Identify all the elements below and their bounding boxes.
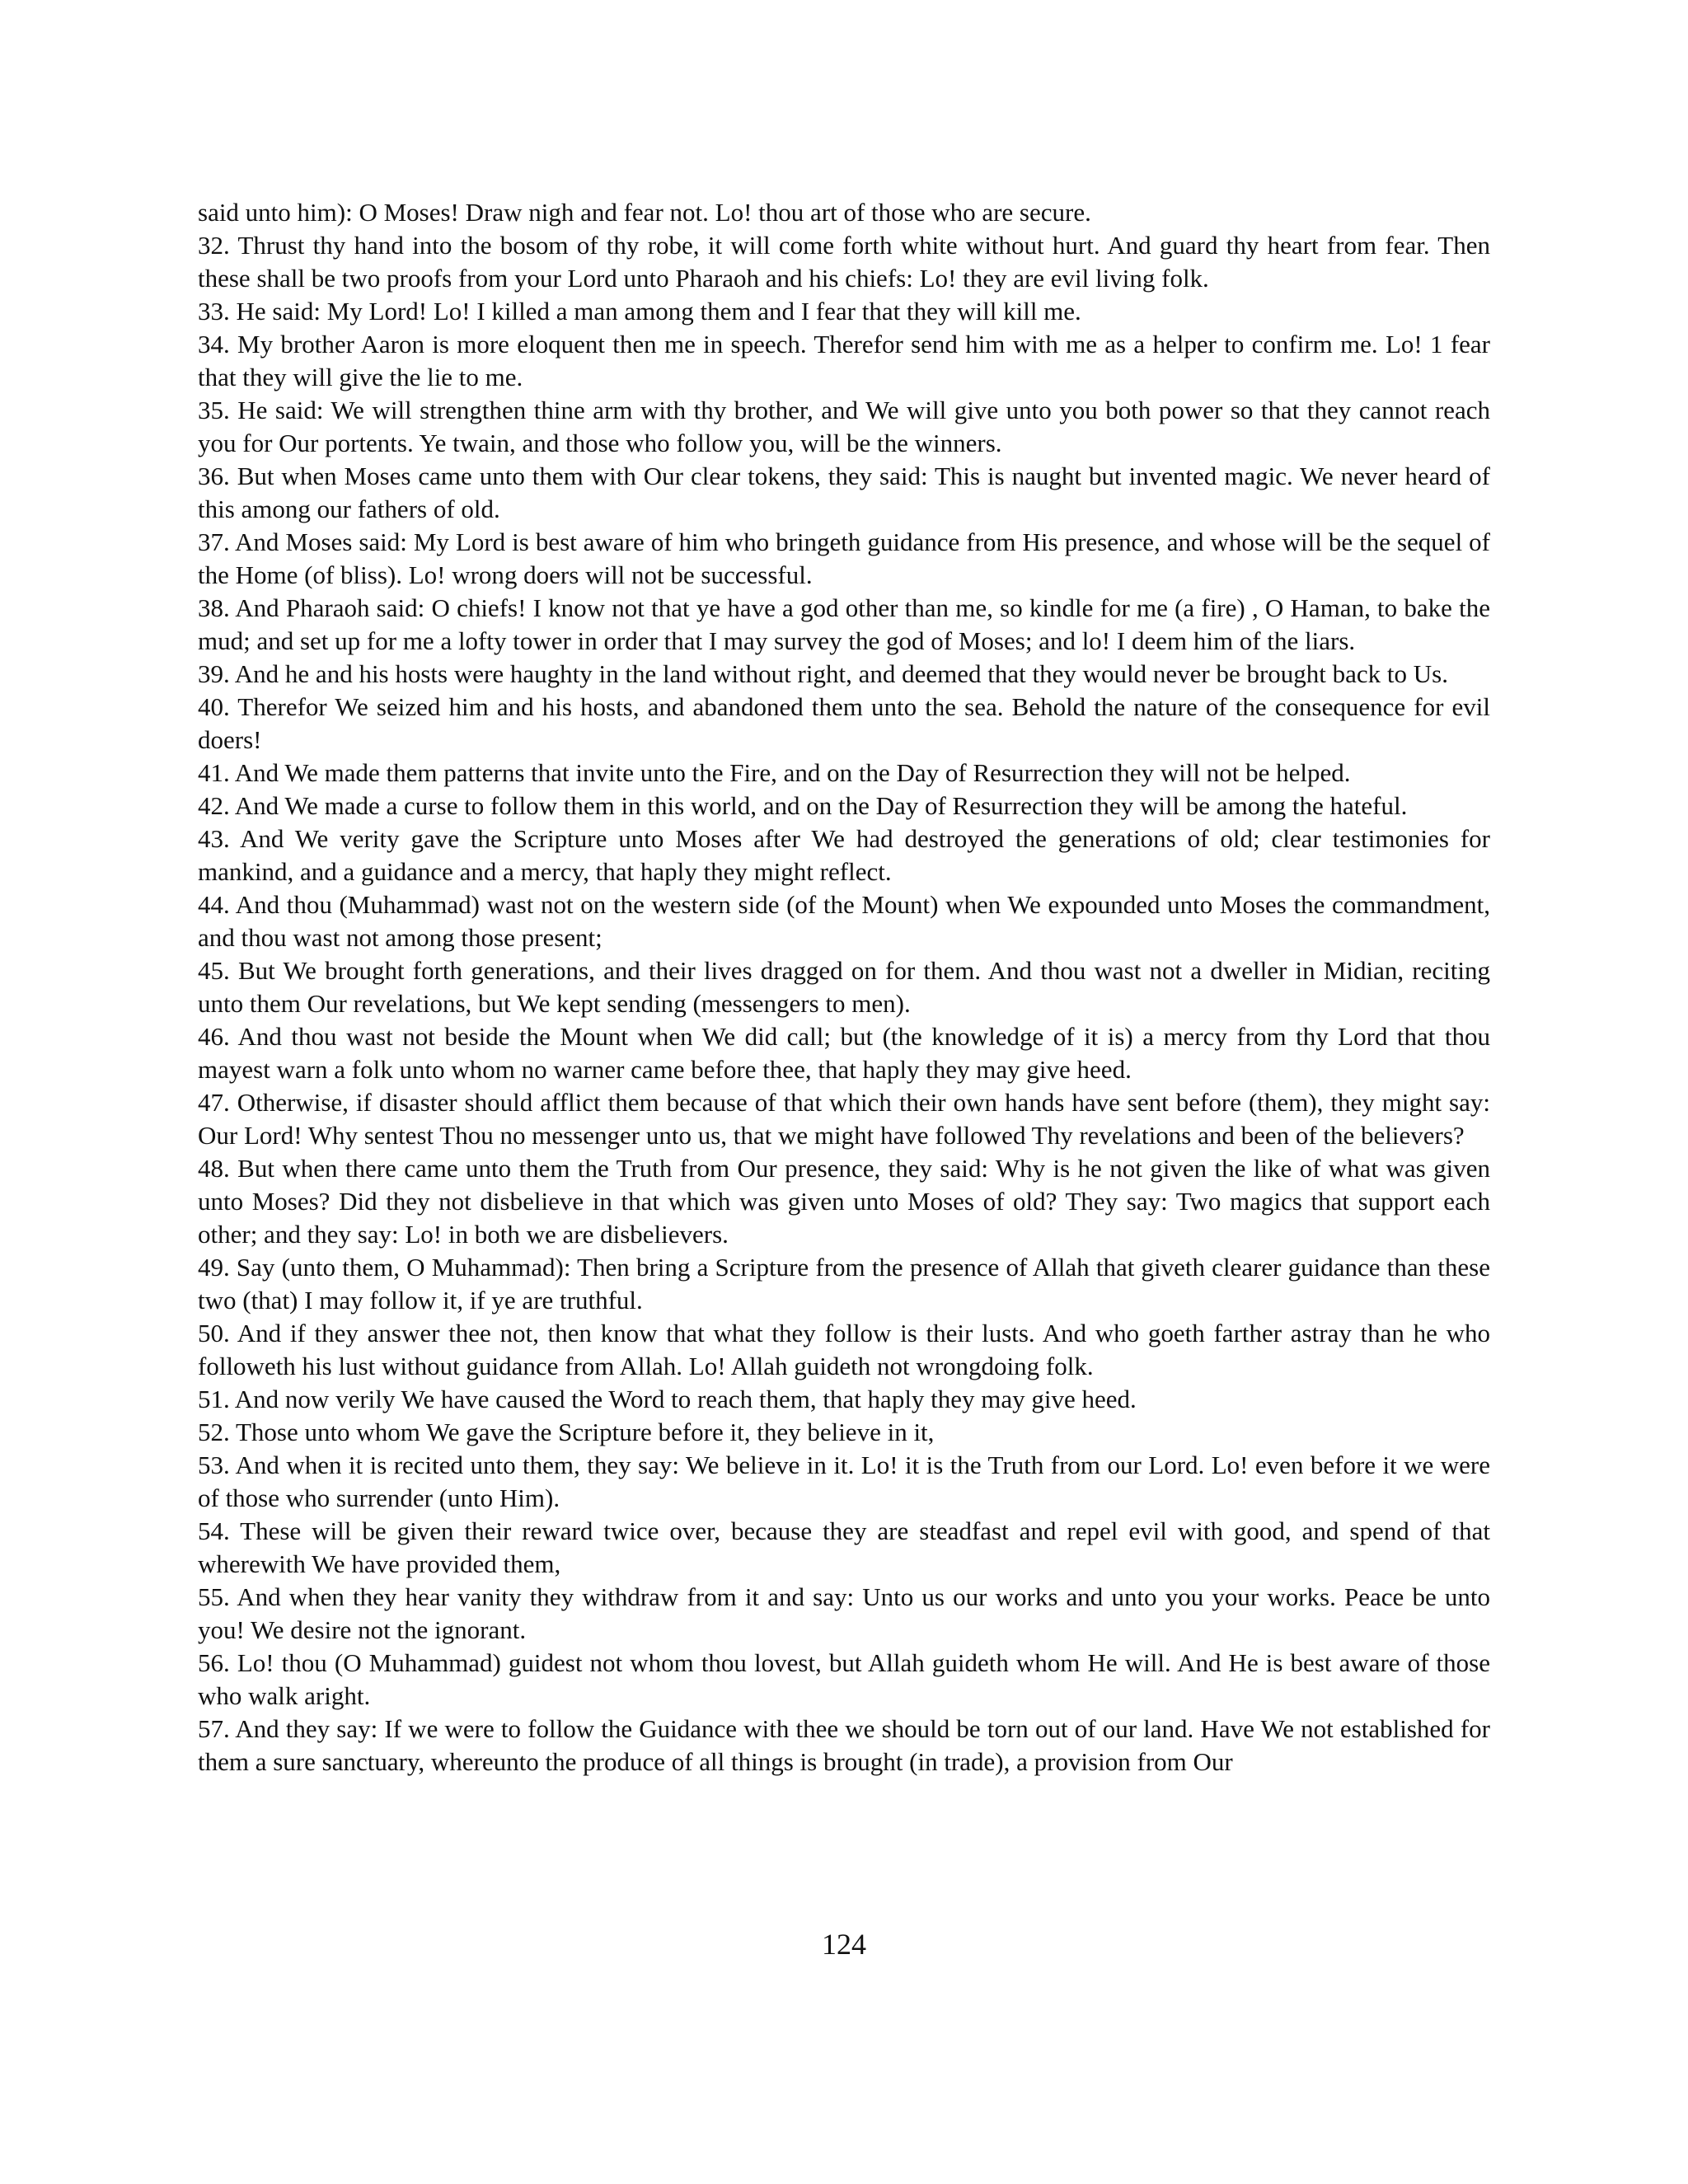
verse-paragraph: 54. These will be given their reward twice over, because they are steadfast and repel evil with good, and spend of that wherewith We have provided them, [198, 1516, 1490, 1578]
verse-paragraph: 51. And now verily We have caused the Word to reach them, that haply they may give heed. [198, 1385, 1137, 1413]
verse-paragraph: 42. And We made a curse to follow them in this world, and on the Day of Resurrection they will be among the hateful. [198, 791, 1408, 820]
verse-paragraph: 47. Otherwise, if disaster should afflict them because of that which their own hands have sent before (them), they might say: Our Lord! Why sentest Thou no messenger unto us, that we might have followed Thy revelations and been of the believers? [198, 1088, 1490, 1150]
verse-paragraph: 50. And if they answer thee not, then know that what they follow is their lusts. And who goeth farther astray than he who followeth his lust without guidance from Allah. Lo! Allah guideth not wrongdoing folk. [198, 1319, 1490, 1380]
verse-paragraph: 53. And when it is recited unto them, they say: We believe in it. Lo! it is the Truth from our Lord. Lo! even before it we were of those who surrender (unto Him). [198, 1451, 1490, 1512]
verse-paragraph: said unto him): O Moses! Draw nigh and fear not. Lo! thou art of those who are secure. [198, 198, 1091, 227]
verse-paragraph: 46. And thou wast not beside the Mount when We did call; but (the knowledge of it is) a mercy from thy Lord that thou mayest warn a folk unto whom no warner came before thee, that haply they may give heed. [198, 1022, 1490, 1084]
verse-paragraph: 55. And when they hear vanity they withdraw from it and say: Unto us our works and unto you your works. Peace be unto you! We desire not the ignorant. [198, 1582, 1490, 1644]
verse-paragraph: 56. Lo! thou (O Muhammad) guidest not whom thou lovest, but Allah guideth whom He will. And He is best aware of those who walk aright. [198, 1648, 1490, 1710]
verse-paragraph: 44. And thou (Muhammad) wast not on the western side (of the Mount) when We expounded unto Moses the commandment, and thou wast not among those present; [198, 890, 1490, 952]
verse-paragraph: 39. And he and his hosts were haughty in the land without right, and deemed that they would never be brought back to Us. [198, 659, 1448, 688]
verse-paragraph: 41. And We made them patterns that invite unto the Fire, and on the Day of Resurrection they will not be helped. [198, 758, 1351, 787]
verse-paragraph: 36. But when Moses came unto them with Our clear tokens, they said: This is naught but invented magic. We never heard of this among our fathers of old. [198, 462, 1490, 523]
verse-paragraph: 37. And Moses said: My Lord is best aware of him who bringeth guidance from His presence, and whose will be the sequel of the Home (of bliss). Lo! wrong doers will not be successful. [198, 527, 1490, 589]
verse-paragraph: 38. And Pharaoh said: O chiefs! I know not that ye have a god other than me, so kindle for me (a fire) , O Haman, to bake the mud; and set up for me a lofty tower in order that I may survey the god of Moses; and lo! I deem him of the liars. [198, 593, 1490, 655]
verse-paragraph: 57. And they say: If we were to follow the Guidance with thee we should be torn out of our land. Have We not established for them a sure sanctuary, whereunto the produce of all things is brought (in trade), a provision from Our [198, 1714, 1490, 1776]
verse-paragraph: 32. Thrust thy hand into the bosom of thy robe, it will come forth white without hurt. And guard thy heart from fear. Then these shall be two proofs from your Lord unto Pharaoh and his chiefs: Lo! they are evil living folk. [198, 231, 1490, 293]
verse-paragraph: 45. But We brought forth generations, and their lives dragged on for them. And thou wast not a dweller in Midian, reciting unto them Our revelations, but We kept sending (messengers to men). [198, 956, 1490, 1018]
verse-text-block [198, 196, 1490, 1779]
verse-paragraph: 48. But when there came unto them the Truth from Our presence, they said: Why is he not given the like of what was given unto Moses? Did they not disbelieve in that which was given unto Moses of old? They say: Two magics that support each other; and they say: Lo! in both we are disbelievers. [198, 1154, 1490, 1249]
verse-paragraph: 52. Those unto whom We gave the Scripture before it, they believe in it, [198, 1418, 935, 1446]
verse-paragraph: 34. My brother Aaron is more eloquent then me in speech. Therefor send him with me as a helper to confirm me. Lo! 1 fear that they will give the lie to me. [198, 330, 1490, 391]
verse-paragraph: 49. Say (unto them, O Muhammad): Then bring a Scripture from the presence of Allah that giveth clearer guidance than these two (that) I may follow it, if ye are truthful. [198, 1253, 1490, 1315]
verse-paragraph: 40. Therefor We seized him and his hosts, and abandoned them unto the sea. Behold the nature of the consequence for evil doers! [198, 692, 1490, 754]
verse-paragraph: 43. And We verity gave the Scripture unto Moses after We had destroyed the generations of old; clear testimonies for mankind, and a guidance and a mercy, that haply they might reflect. [198, 824, 1490, 886]
verse-paragraph: 33. He said: My Lord! Lo! I killed a man among them and I fear that they will kill me. [198, 297, 1081, 326]
page-number: 124 [822, 1928, 866, 1961]
verse-paragraph: 35. He said: We will strengthen thine arm with thy brother, and We will give unto you both power so that they cannot reach you for Our portents. Ye twain, and those who follow you, will be the winners. [198, 396, 1490, 457]
